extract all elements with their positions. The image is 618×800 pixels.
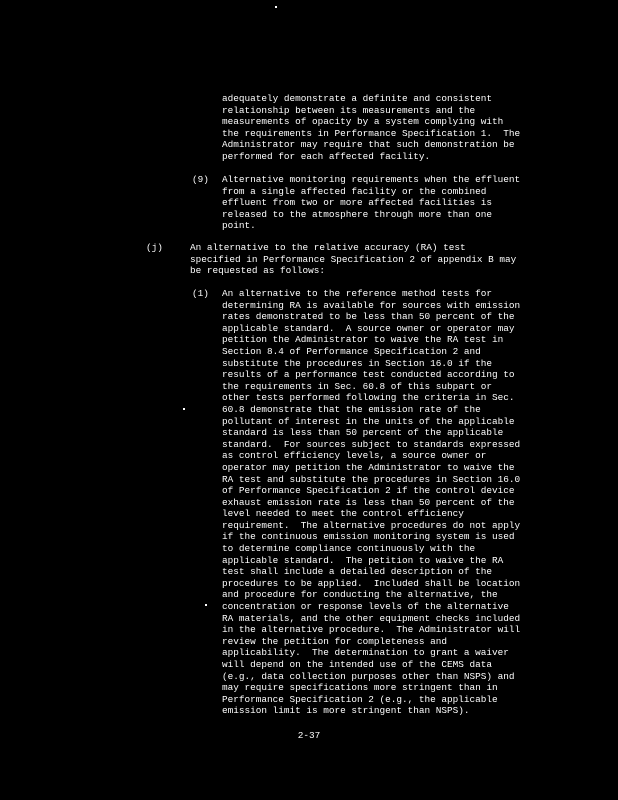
item-1-line: other tests performed following the criteria in Sec. xyxy=(222,392,515,404)
item-1-line: procedures to be applied. Included shall be location xyxy=(222,577,521,589)
item-1-line: to determine compliance continuously with the xyxy=(222,543,476,555)
continued-paragraph-line: relationship between its measurements and the xyxy=(222,104,476,116)
scan-speck xyxy=(183,408,185,410)
item-1-line: operator may petition the Administrator to waive the xyxy=(222,461,515,473)
continued-paragraph-line: performed for each affected facility. xyxy=(222,150,431,162)
item-j-line: be requested as follows: xyxy=(190,265,326,277)
item-1-line: emission limit is more stringent than NSPS). xyxy=(222,705,470,717)
item-1-line: pollutant of interest in the units of the applicable xyxy=(222,415,515,427)
item-1-line: applicable standard. The petition to waive the RA xyxy=(222,554,504,566)
item-9-line: Alternative monitoring requirements when the effluent xyxy=(222,174,521,185)
item-9-line: point. xyxy=(222,220,256,232)
item-1-line: results of a performance test conducted according to xyxy=(222,369,515,381)
item-1-line: and procedure for conducting the alternative, the xyxy=(222,589,498,601)
item-1-line: (e.g., data collection purposes other than NSPS) and xyxy=(222,670,515,682)
item-9-line: released to the atmosphere through more than one xyxy=(222,208,493,220)
item-1-line: substitute the procedures in Section 16.0 if the xyxy=(222,357,493,369)
item-1-text xyxy=(222,288,520,717)
item-9-marker: (9) xyxy=(192,174,209,185)
page-number: 2-37 xyxy=(297,730,321,741)
item-1-line: 60.8 demonstrate that the emission rate of the xyxy=(222,403,481,415)
item-1-line: determining RA is available for sources with emission xyxy=(222,299,521,311)
item-1-line: of Performance Specification 2 if the control device xyxy=(222,485,515,497)
item-1-line: applicable standard. A source owner or operator may xyxy=(222,322,515,334)
item-1-line: RA test and substitute the procedures in Section 16.0 xyxy=(222,473,521,485)
item-1-line: concentration or response levels of the alternative xyxy=(222,601,509,613)
scan-speck xyxy=(205,604,207,606)
item-1-line: test shall include a detailed description of the xyxy=(222,566,493,578)
item-1-line: if the continuous emission monitoring system is used xyxy=(222,531,515,543)
item-j-text xyxy=(190,242,516,277)
continued-paragraph-line: the requirements in Performance Specification 1. The xyxy=(222,127,521,139)
item-1-marker: (1) xyxy=(192,288,209,299)
item-9-text xyxy=(222,174,520,232)
item-1-line: standard is less than 50 percent of the applicable xyxy=(222,427,504,439)
continued-paragraph-line: measurements of opacity by a system complying with xyxy=(222,116,504,128)
item-1-line: exhaust emission rate is less than 50 percent of the xyxy=(222,496,515,508)
item-1-line: level needed to meet the control efficiency xyxy=(222,508,464,520)
scan-speck xyxy=(275,6,277,8)
item-1-line: will depend on the intended use of the CEMS data xyxy=(222,659,493,670)
item-1-line: rates demonstrated to be less than 50 percent of the xyxy=(222,311,515,323)
item-1-line: may require specifications more stringent than in xyxy=(222,682,498,694)
item-1-line: applicability. The determination to grant a waiver xyxy=(222,647,509,659)
item-1-line: An alternative to the reference method tests for xyxy=(222,288,493,299)
item-1-line: Performance Specification 2 (e.g., the applicable xyxy=(222,693,498,705)
item-9-line: from a single affected facility or the combined xyxy=(222,185,487,197)
item-1-line: review the petition for completeness and xyxy=(222,635,448,647)
item-1-line: the requirements in Sec. 60.8 of this subpart or xyxy=(222,380,493,392)
continued-paragraph xyxy=(222,93,520,163)
item-j-line: An alternative to the relative accuracy (RA) test xyxy=(190,242,466,253)
item-j-marker: (j) xyxy=(146,242,163,253)
item-1-line: as control efficiency levels, a source owner or xyxy=(222,450,487,462)
item-1-line: requirement. The alternative procedures do not apply xyxy=(222,519,521,531)
item-1-line: in the alternative procedure. The Administrator will xyxy=(222,624,521,636)
item-1-line: standard. For sources subject to standards expressed xyxy=(222,438,521,450)
continued-paragraph-line: Administrator may require that such demonstration be xyxy=(222,139,515,151)
item-j-line: specified in Performance Specification 2 of appendix B may xyxy=(190,253,517,265)
item-1-line: Section 8.4 of Performance Specification 2 and xyxy=(222,345,481,357)
continued-paragraph-line: adequately demonstrate a definite and consistent xyxy=(222,93,493,104)
item-1-line: RA materials, and the other equipment checks included xyxy=(222,612,521,624)
item-9-line: effluent from two or more affected facilities is xyxy=(222,197,493,209)
item-1-line: petition the Administrator to waive the RA test in xyxy=(222,334,504,346)
